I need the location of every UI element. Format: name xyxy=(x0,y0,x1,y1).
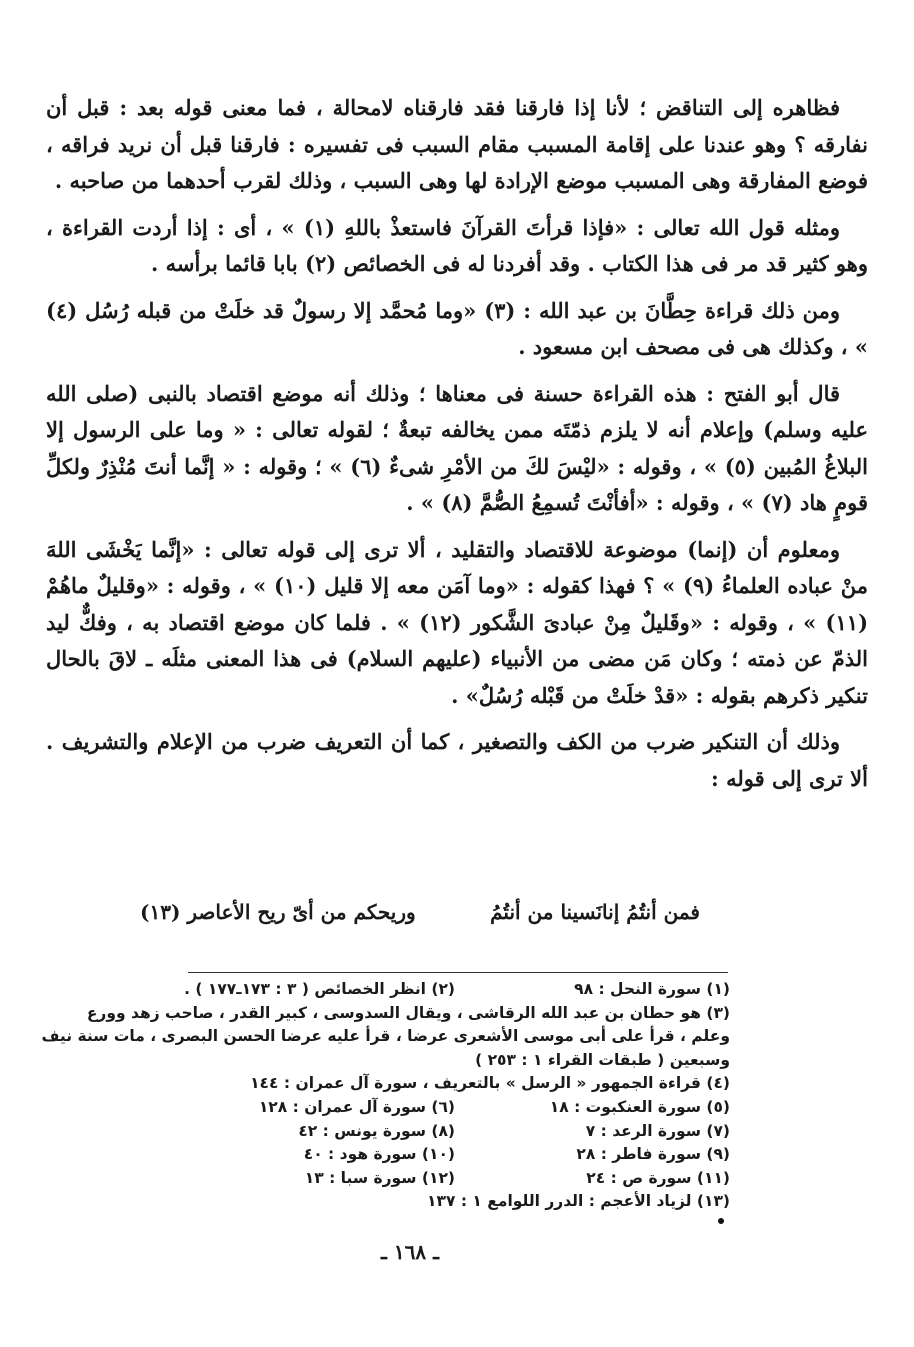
footnote-3-line-3: وسبعين ( طبقات القراء ١ : ٢٥٣ ) xyxy=(475,1050,730,1069)
verse-second-hemistich: وريحكم من أىّ ريح الأعاصر (١٣) xyxy=(140,900,416,924)
paragraph-3: ومن ذلك قراءة حِطَّانَ بن عبد الله : (٣) «وما مُحمَّد إلا رسولٌ قد خلَتْ من قبله رُسُل (٤) » ، وكذلك هى فى مصحف ابن مسعود . xyxy=(46,297,868,359)
footnote-13: (١٣) لزياد الأعجم : الدرر اللوامع ١ : ١٣٧ xyxy=(427,1192,730,1211)
poetry-verse xyxy=(140,900,700,924)
footnote-10: (١٠) سورة هود : ٤٠ xyxy=(303,1145,455,1164)
footnote-11: (١١) سورة ص : ٢٤ xyxy=(586,1168,730,1187)
paragraph-5: ومعلوم أن (إنما) موضوعة للاقتصاد والتقليد ، ألا ترى إلى قوله تعالى : «إنَّما يَخْشَى اللهَ منْ عباده العلماءُ (٩) » ؟ فهذا كقوله : «وما آمَن معه إلا قليل (١٠) » ، وقوله : «وقليلٌ ماهُمْ (١١) » ، وقوله : «وقَليلٌ مِنْ عبادىَ الشَّكور (١٢) » . فلما كان موضع اقتصاد به ، وفكٌّ ليد الذمّ عن ذمته ؛ وكان مَن مضى من الأنبياء (عليهم السلام) فى هذا المعنى مثلَه ـ لاقَ بالحال تنكير ذكرهم بقوله : «قدْ خلَتْ من قَبْله رُسُلٌ» . xyxy=(46,536,869,708)
footnote-2: (٢) انظر الخصائص ( ٣ : ١٧٣ـ١٧٧ ) . xyxy=(184,980,455,998)
paragraph-6: وذلك أن التنكير ضرب من الكف والتصغير ، كما أن التعريف ضرب من الإعلام والتشريف . ألا ترى إلى قوله : xyxy=(46,729,868,791)
footnote-3-line-1: (٣) هو حطان بن عبد الله الرقاشى ، ويقال السدوسى ، كبير القدر ، صاحب زهد وورع xyxy=(86,1003,730,1022)
verse-first-hemistich: فمن أنتُمُ إنانَسينا من أنتُمُ xyxy=(490,900,700,924)
footnote-divider xyxy=(188,972,728,973)
paragraph-2: ومثله قول الله تعالى : «فإذا قرأتَ القرآنَ فاستعذْ باللهِ (١) » ، أى : إذا أردت القراءة ، وهو كثير قد مر فى هذا الكتاب . وقد أفردنا له فى الخصائص (٢) بابا قائما برأسه . xyxy=(46,214,868,276)
paragraph-1: فظاهره إلى التناقض ؛ لأنا إذا فارقنا فقد فارقناه لامحالة ، فما معنى قوله بعد : قبل أن نفارقه ؟ وهو عندنا على إقامة المسبب مقام السبب فى تفسيره : فارقنا قبل أن نريد فراقه ، فوضع المفارقة وهى المسبب موضع الإرادة لها وهى السبب ، وذلك لقرب أحدهما من صاحبه . xyxy=(46,95,868,193)
footnote-12: (١٢) سورة سبا : ١٣ xyxy=(304,1168,455,1187)
footnote-1: (١) سورة النحل : ٩٨ xyxy=(574,980,730,998)
footnote-row xyxy=(160,978,730,1002)
ink-dot xyxy=(718,1218,724,1224)
footnote-9: (٩) سورة فاطر : ٢٨ xyxy=(576,1145,730,1164)
footnote-6: (٦) سورة آل عمران : ١٢٨ xyxy=(258,1097,455,1116)
footnote-row xyxy=(160,1120,730,1144)
main-text xyxy=(46,90,868,807)
footnotes xyxy=(41,978,730,1214)
footnote-4: (٤) قراءة الجمهور « الرسل » بالتعريف ، سورة آل عمران : ١٤٤ xyxy=(250,1074,730,1093)
footnote-row xyxy=(160,1167,730,1191)
footnote-7: (٧) سورة الرعد : ٧ xyxy=(585,1121,730,1140)
footnote-row xyxy=(160,1096,730,1120)
footnote-5: (٥) سورة العنكبوت : ١٨ xyxy=(549,1097,730,1116)
paragraph-4: قال أبو الفتح : هذه القراءة حسنة فى معناها ؛ وذلك أنه موضع اقتصاد بالنبى (صلى الله عليه وسلم) وإعلام أنه لا يلزم ذمّتَه ممن يخالفه تبعةٌ ؛ لقوله تعالى : « وما على الرسول إلا البلاغُ المُبين (٥) » ، وقوله : «ليْسَ لكَ من الأمْرِ شىءٌ (٦) » ؛ وقوله : « إنَّما أنتَ مُنْذِرٌ ولكلِّ قومٍ هاد (٧) » ، وقوله : «أفأنْتَ تُسمِعُ الصُّمَّ (٨) » . xyxy=(46,380,868,515)
footnote-8: (٨) سورة يونس : ٤٢ xyxy=(298,1121,455,1140)
footnote-row xyxy=(160,1143,730,1167)
page-number: ـ ١٦٨ ـ xyxy=(381,1240,439,1264)
footnote-3-line-2: وعلم ، قرأ على أبى موسى الأشعرى عرضا ، قرأ عليه عرضا الحسن البصرى ، مات سنة نيف xyxy=(41,1027,730,1046)
